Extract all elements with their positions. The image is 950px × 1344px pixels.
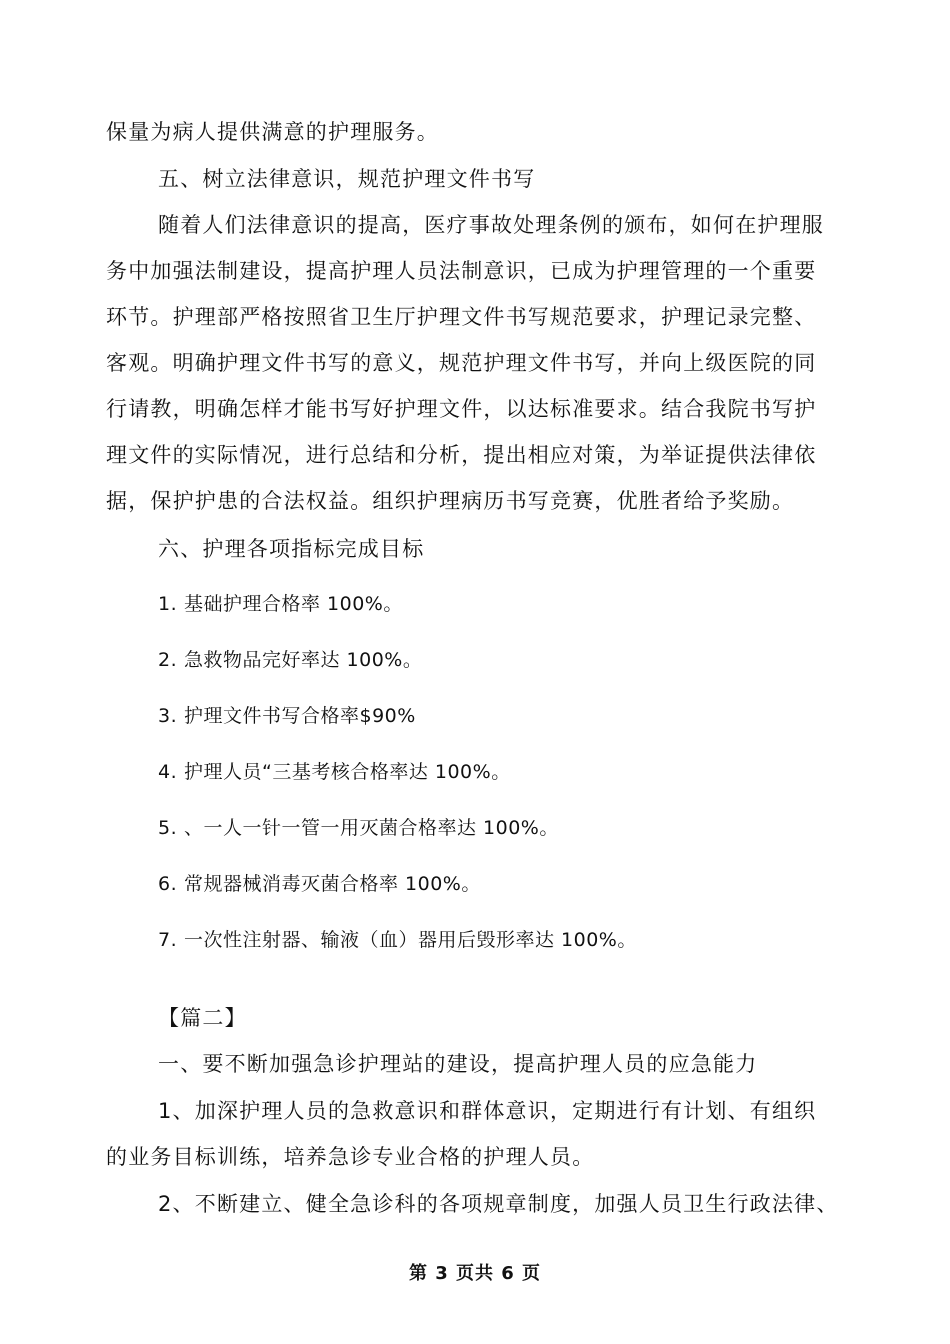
paragraph-line: 2、不断建立、健全急诊科的各项规章制度，加强人员卫生行政法律、 (158, 1192, 839, 1216)
paragraph-line: 理文件的实际情况，进行总结和分析，提出相应对策，为举证提供法律依 (106, 443, 817, 467)
paragraph-line: 据，保护护患的合法权益。组织护理病历书写竞赛，优胜者给予奖励。 (106, 489, 795, 513)
paragraph-line: 1、加深护理人员的急救意识和群体意识，定期进行有计划、有组织 (158, 1099, 817, 1123)
list-text: 、一人一针一管一用灭菌合格率达 100%。 (184, 817, 559, 839)
paragraph-line: 保量为病人提供满意的护理服务。 (106, 120, 439, 144)
list-number: 4. (158, 761, 178, 783)
list-item (158, 926, 637, 954)
section-heading-5: 五、树立法律意识，规范护理文件书写 (158, 167, 536, 191)
section-title-part2: 【篇二】 (158, 1006, 247, 1030)
page-footer: 第 3 页共 6 页 (408, 1263, 542, 1284)
list-item (158, 702, 416, 730)
list-text: 护理文件书写合格率$90% (184, 705, 416, 727)
paragraph-line: 随着人们法律意识的提高，医疗事故处理条例的颁布，如何在护理服 (158, 213, 824, 237)
paragraph-line: 行请教，明确怎样才能书写好护理文件，以达标准要求。结合我院书写护 (106, 397, 817, 421)
list-number: 6. (158, 873, 178, 895)
list-item (158, 590, 403, 618)
list-text: 一次性注射器、输液（血）器用后毁形率达 100%。 (184, 929, 637, 951)
list-text: 常规器械消毒灭菌合格率 100%。 (184, 873, 481, 895)
list-number: 1. (158, 593, 178, 615)
section-heading-6: 六、护理各项指标完成目标 (158, 537, 425, 561)
list-number: 7. (158, 929, 178, 951)
list-item (158, 814, 559, 842)
paragraph-line: 务中加强法制建设，提高护理人员法制意识，已成为护理管理的一个重要 (106, 259, 817, 283)
list-number: 2. (158, 649, 178, 671)
list-item (158, 870, 481, 898)
list-text: 护理人员“三基考核合格率达 100%。 (184, 761, 511, 783)
list-item (158, 646, 422, 674)
list-text: 基础护理合格率 100%。 (184, 593, 403, 615)
paragraph-line: 环节。护理部严格按照省卫生厅护理文件书写规范要求，护理记录完整、 (106, 305, 817, 329)
list-text: 急救物品完好率达 100%。 (184, 649, 423, 671)
list-number: 3. (158, 705, 178, 727)
list-number: 5. (158, 817, 178, 839)
paragraph-line: 的业务目标训练，培养急诊专业合格的护理人员。 (106, 1145, 595, 1169)
section-heading-1: 一、要不断加强急诊护理站的建设，提高护理人员的应急能力 (158, 1052, 758, 1076)
paragraph-line: 客观。明确护理文件书写的意义，规范护理文件书写，并向上级医院的同 (106, 351, 817, 375)
list-item (158, 758, 511, 786)
